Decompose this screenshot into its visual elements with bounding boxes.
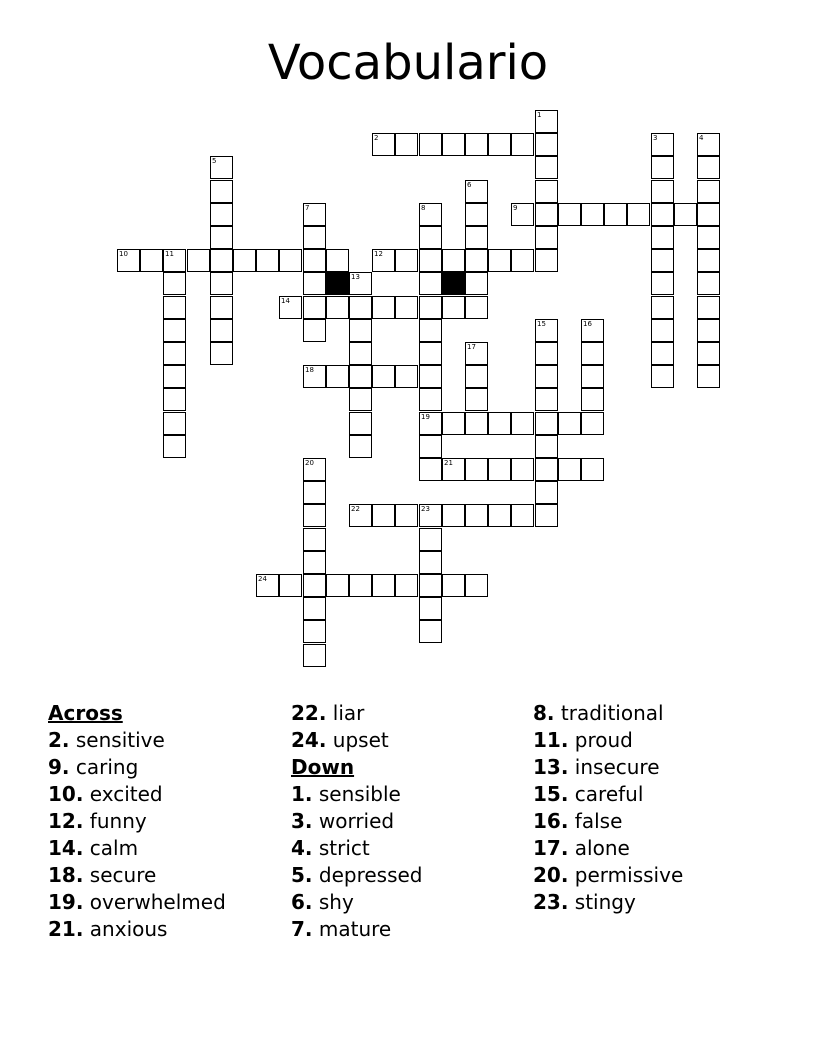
cell-number: 19 (421, 413, 430, 421)
clue-number: 7. (291, 917, 313, 941)
grid-cell[interactable] (442, 296, 465, 319)
grid-cell[interactable] (465, 388, 488, 411)
clue-item (291, 808, 423, 835)
cell-number: 23 (421, 505, 430, 513)
cell-number: 17 (467, 343, 476, 351)
grid-cell[interactable] (535, 133, 558, 156)
clue-item (291, 727, 423, 754)
grid-cell[interactable] (651, 133, 674, 156)
grid-cell[interactable] (581, 458, 604, 481)
grid-cell[interactable] (488, 249, 511, 272)
grid-cell[interactable] (419, 365, 442, 388)
grid-cell[interactable] (303, 481, 326, 504)
grid-cell[interactable] (349, 296, 372, 319)
grid-cell[interactable] (651, 342, 674, 365)
grid-cell[interactable] (465, 133, 488, 156)
clue-number: 22. (291, 701, 327, 725)
grid-cell[interactable] (697, 272, 720, 295)
grid-cell[interactable] (419, 342, 442, 365)
grid-cell[interactable] (651, 272, 674, 295)
grid-cell[interactable] (511, 504, 534, 527)
grid-cell[interactable] (581, 412, 604, 435)
grid-cell[interactable] (326, 296, 349, 319)
grid-cell[interactable] (697, 365, 720, 388)
clue-text: false (568, 809, 623, 833)
grid-cell[interactable] (465, 365, 488, 388)
grid-cell[interactable] (256, 249, 279, 272)
clue-item (533, 754, 683, 781)
grid-cell[interactable] (465, 458, 488, 481)
grid-cell[interactable] (419, 388, 442, 411)
grid-cell[interactable] (511, 458, 534, 481)
grid-cell[interactable] (558, 458, 581, 481)
grid-cell[interactable] (697, 203, 720, 226)
clue-number: 23. (533, 890, 569, 914)
grid-cell[interactable] (163, 249, 186, 272)
grid-cell[interactable] (651, 365, 674, 388)
clue-item (48, 727, 226, 754)
clue-number: 24. (291, 728, 327, 752)
grid-cell[interactable] (395, 365, 418, 388)
clue-text: proud (568, 728, 633, 752)
grid-cell[interactable] (535, 412, 558, 435)
grid-cell[interactable] (303, 249, 326, 272)
cell-number: 7 (305, 204, 310, 212)
grid-cell[interactable] (187, 249, 210, 272)
clue-text: careful (568, 782, 644, 806)
grid-cell[interactable] (697, 156, 720, 179)
clue-item (48, 916, 226, 943)
clue-text: overwhelmed (83, 890, 226, 914)
clue-number: 21. (48, 917, 84, 941)
grid-cell[interactable] (581, 342, 604, 365)
grid-cell[interactable] (651, 249, 674, 272)
grid-cell[interactable] (488, 458, 511, 481)
grid-cell[interactable] (303, 597, 326, 620)
grid-cell[interactable] (163, 412, 186, 435)
black-cell (442, 272, 465, 295)
grid-cell[interactable] (163, 365, 186, 388)
grid-cell[interactable] (419, 458, 442, 481)
grid-cell[interactable] (349, 435, 372, 458)
cell-number: 13 (351, 273, 360, 281)
grid-cell[interactable] (372, 504, 395, 527)
clue-number: 6. (291, 890, 313, 914)
grid-cell[interactable] (303, 574, 326, 597)
cell-number: 18 (305, 366, 314, 374)
grid-cell[interactable] (349, 504, 372, 527)
grid-cell[interactable] (210, 342, 233, 365)
grid-cell[interactable] (535, 180, 558, 203)
grid-cell[interactable] (163, 319, 186, 342)
clue-number: 4. (291, 836, 313, 860)
grid-cell[interactable] (419, 226, 442, 249)
grid-cell[interactable] (442, 133, 465, 156)
grid-cell[interactable] (349, 388, 372, 411)
grid-cell[interactable] (303, 551, 326, 574)
grid-cell[interactable] (627, 203, 650, 226)
page-title: Vocabulario (267, 35, 549, 91)
grid-cell[interactable] (581, 365, 604, 388)
grid-cell[interactable] (303, 203, 326, 226)
grid-cell[interactable] (581, 203, 604, 226)
clue-text: alone (568, 836, 630, 860)
clue-item (48, 862, 226, 889)
grid-cell[interactable] (465, 203, 488, 226)
clue-number: 16. (533, 809, 569, 833)
grid-cell[interactable] (349, 342, 372, 365)
grid-cell[interactable] (535, 203, 558, 226)
cell-number: 1 (537, 111, 542, 119)
clue-text: depressed (312, 863, 423, 887)
clue-text: upset (326, 728, 389, 752)
clue-item (533, 835, 683, 862)
grid-cell[interactable] (535, 156, 558, 179)
grid-cell[interactable] (465, 272, 488, 295)
grid-cell[interactable] (163, 296, 186, 319)
grid-cell[interactable] (303, 226, 326, 249)
grid-cell[interactable] (419, 249, 442, 272)
grid-cell[interactable] (488, 504, 511, 527)
grid-cell[interactable] (163, 435, 186, 458)
clue-number: 8. (533, 701, 555, 725)
grid-cell[interactable] (303, 296, 326, 319)
clue-item (533, 781, 683, 808)
grid-cell[interactable] (279, 574, 302, 597)
clue-item (291, 835, 423, 862)
clue-text: strict (312, 836, 370, 860)
grid-cell[interactable] (326, 249, 349, 272)
grid-cell[interactable] (535, 226, 558, 249)
grid-cell[interactable] (419, 574, 442, 597)
grid-cell[interactable] (535, 365, 558, 388)
grid-cell[interactable] (465, 574, 488, 597)
grid-cell[interactable] (442, 574, 465, 597)
grid-cell[interactable] (419, 319, 442, 342)
clue-item (291, 862, 423, 889)
grid-cell[interactable] (535, 110, 558, 133)
clue-number: 20. (533, 863, 569, 887)
grid-cell[interactable] (535, 481, 558, 504)
grid-cell[interactable] (535, 249, 558, 272)
grid-cell[interactable] (303, 365, 326, 388)
grid-cell[interactable] (117, 249, 140, 272)
grid-cell[interactable] (511, 203, 534, 226)
clue-item (291, 889, 423, 916)
clue-text: anxious (83, 917, 168, 941)
grid-cell[interactable] (558, 203, 581, 226)
grid-cell[interactable] (697, 296, 720, 319)
grid-cell[interactable] (558, 412, 581, 435)
grid-cell[interactable] (163, 388, 186, 411)
clue-text: sensitive (69, 728, 165, 752)
clue-number: 18. (48, 863, 84, 887)
clue-item (291, 700, 423, 727)
grid-cell[interactable] (372, 365, 395, 388)
grid-cell[interactable] (210, 319, 233, 342)
grid-cell[interactable] (303, 504, 326, 527)
clue-number: 12. (48, 809, 84, 833)
grid-cell[interactable] (349, 365, 372, 388)
grid-cell[interactable] (465, 226, 488, 249)
clue-column-1 (48, 700, 226, 943)
grid-cell[interactable] (210, 156, 233, 179)
grid-cell[interactable] (697, 226, 720, 249)
grid-cell[interactable] (163, 272, 186, 295)
clue-text: insecure (568, 755, 660, 779)
grid-cell[interactable] (651, 296, 674, 319)
grid-cell[interactable] (535, 504, 558, 527)
grid-cell[interactable] (697, 319, 720, 342)
clue-item (533, 808, 683, 835)
clue-text: caring (69, 755, 139, 779)
grid-cell[interactable] (535, 319, 558, 342)
clue-item (48, 835, 226, 862)
grid-cell[interactable] (488, 133, 511, 156)
clue-text: funny (83, 809, 147, 833)
clue-text: secure (83, 863, 157, 887)
black-cell (326, 272, 349, 295)
cell-number: 11 (165, 250, 174, 258)
grid-cell[interactable] (233, 249, 256, 272)
grid-cell[interactable] (303, 528, 326, 551)
grid-cell[interactable] (210, 249, 233, 272)
cell-number: 16 (583, 320, 592, 328)
grid-cell[interactable] (465, 504, 488, 527)
cell-number: 15 (537, 320, 546, 328)
grid-cell[interactable] (419, 272, 442, 295)
grid-cell[interactable] (419, 133, 442, 156)
grid-cell[interactable] (163, 342, 186, 365)
grid-cell[interactable] (535, 458, 558, 481)
grid-cell[interactable] (651, 156, 674, 179)
grid-cell[interactable] (395, 296, 418, 319)
grid-cell[interactable] (279, 296, 302, 319)
grid-cell[interactable] (140, 249, 163, 272)
clue-item (48, 781, 226, 808)
clue-text: mature (312, 917, 392, 941)
grid-cell[interactable] (697, 133, 720, 156)
clue-number: 3. (291, 809, 313, 833)
clue-item (48, 808, 226, 835)
cell-number: 10 (119, 250, 128, 258)
cell-number: 5 (212, 157, 217, 165)
grid-cell[interactable] (419, 528, 442, 551)
cell-number: 12 (374, 250, 383, 258)
grid-cell[interactable] (419, 551, 442, 574)
grid-cell[interactable] (419, 203, 442, 226)
cell-number: 21 (444, 459, 453, 467)
grid-cell[interactable] (395, 249, 418, 272)
grid-cell[interactable] (465, 249, 488, 272)
clue-item (533, 889, 683, 916)
grid-cell[interactable] (326, 574, 349, 597)
grid-cell[interactable] (372, 574, 395, 597)
grid-cell[interactable] (442, 412, 465, 435)
clue-number: 2. (48, 728, 70, 752)
grid-cell[interactable] (465, 342, 488, 365)
grid-cell[interactable] (303, 458, 326, 481)
grid-cell[interactable] (395, 574, 418, 597)
clue-item (533, 862, 683, 889)
clue-item (291, 916, 423, 943)
grid-cell[interactable] (697, 342, 720, 365)
grid-cell[interactable] (303, 319, 326, 342)
cell-number: 14 (281, 297, 290, 305)
grid-cell[interactable] (210, 180, 233, 203)
grid-cell[interactable] (349, 272, 372, 295)
grid-cell[interactable] (303, 272, 326, 295)
clue-number: 10. (48, 782, 84, 806)
clue-number: 19. (48, 890, 84, 914)
clue-number: 17. (533, 836, 569, 860)
clue-text: stingy (568, 890, 636, 914)
clue-number: 15. (533, 782, 569, 806)
grid-cell[interactable] (349, 319, 372, 342)
grid-cell[interactable] (651, 319, 674, 342)
grid-cell[interactable] (395, 133, 418, 156)
grid-cell[interactable] (419, 597, 442, 620)
grid-cell[interactable] (349, 412, 372, 435)
grid-cell[interactable] (697, 249, 720, 272)
grid-cell[interactable] (256, 574, 279, 597)
grid-cell[interactable] (210, 272, 233, 295)
clue-number: 5. (291, 863, 313, 887)
clue-text: permissive (568, 863, 684, 887)
clue-text: shy (312, 890, 354, 914)
grid-cell[interactable] (303, 620, 326, 643)
clue-column-2 (291, 700, 423, 943)
grid-cell[interactable] (442, 458, 465, 481)
grid-cell[interactable] (395, 504, 418, 527)
grid-cell[interactable] (419, 412, 442, 435)
clue-column-3 (533, 700, 683, 916)
clue-item (48, 889, 226, 916)
grid-cell[interactable] (419, 296, 442, 319)
grid-cell[interactable] (326, 365, 349, 388)
clue-text: sensible (312, 782, 401, 806)
grid-cell[interactable] (210, 296, 233, 319)
grid-cell[interactable] (372, 296, 395, 319)
grid-cell[interactable] (279, 249, 302, 272)
grid-cell[interactable] (535, 342, 558, 365)
grid-cell[interactable] (372, 249, 395, 272)
grid-cell[interactable] (303, 644, 326, 667)
clue-number: 9. (48, 755, 70, 779)
grid-cell[interactable] (535, 435, 558, 458)
cell-number: 2 (374, 134, 379, 142)
grid-cell[interactable] (511, 412, 534, 435)
grid-cell[interactable] (465, 296, 488, 319)
grid-cell[interactable] (511, 249, 534, 272)
cell-number: 9 (513, 204, 518, 212)
grid-cell[interactable] (511, 133, 534, 156)
clue-text: worried (312, 809, 395, 833)
grid-cell[interactable] (419, 620, 442, 643)
grid-cell[interactable] (210, 203, 233, 226)
grid-cell[interactable] (372, 133, 395, 156)
cell-number: 22 (351, 505, 360, 513)
clue-heading-across: Across (48, 701, 123, 725)
grid-cell[interactable] (581, 319, 604, 342)
grid-cell[interactable] (651, 226, 674, 249)
clue-heading-down: Down (291, 755, 355, 779)
clue-text: traditional (554, 701, 664, 725)
clue-text: excited (83, 782, 163, 806)
grid-cell[interactable] (651, 180, 674, 203)
grid-cell[interactable] (535, 388, 558, 411)
clue-item (48, 754, 226, 781)
clue-item (291, 781, 423, 808)
grid-cell[interactable] (465, 412, 488, 435)
grid-cell[interactable] (349, 574, 372, 597)
cell-number: 20 (305, 459, 314, 467)
grid-cell[interactable] (442, 249, 465, 272)
cell-number: 8 (421, 204, 426, 212)
grid-cell[interactable] (651, 203, 674, 226)
clue-number: 11. (533, 728, 569, 752)
clue-number: 13. (533, 755, 569, 779)
clue-number: 14. (48, 836, 84, 860)
grid-cell[interactable] (210, 226, 233, 249)
clue-text: liar (326, 701, 365, 725)
cell-number: 6 (467, 181, 472, 189)
grid-cell[interactable] (697, 180, 720, 203)
cell-number: 24 (258, 575, 267, 583)
grid-cell[interactable] (488, 412, 511, 435)
cell-number: 4 (699, 134, 704, 142)
grid-cell[interactable] (419, 504, 442, 527)
clue-item (533, 700, 683, 727)
grid-cell[interactable] (674, 203, 697, 226)
grid-cell[interactable] (581, 388, 604, 411)
clue-number: 1. (291, 782, 313, 806)
grid-cell[interactable] (419, 435, 442, 458)
grid-cell[interactable] (442, 504, 465, 527)
grid-cell[interactable] (465, 180, 488, 203)
cell-number: 3 (653, 134, 658, 142)
clue-text: calm (83, 836, 139, 860)
grid-cell[interactable] (604, 203, 627, 226)
clue-item (533, 727, 683, 754)
